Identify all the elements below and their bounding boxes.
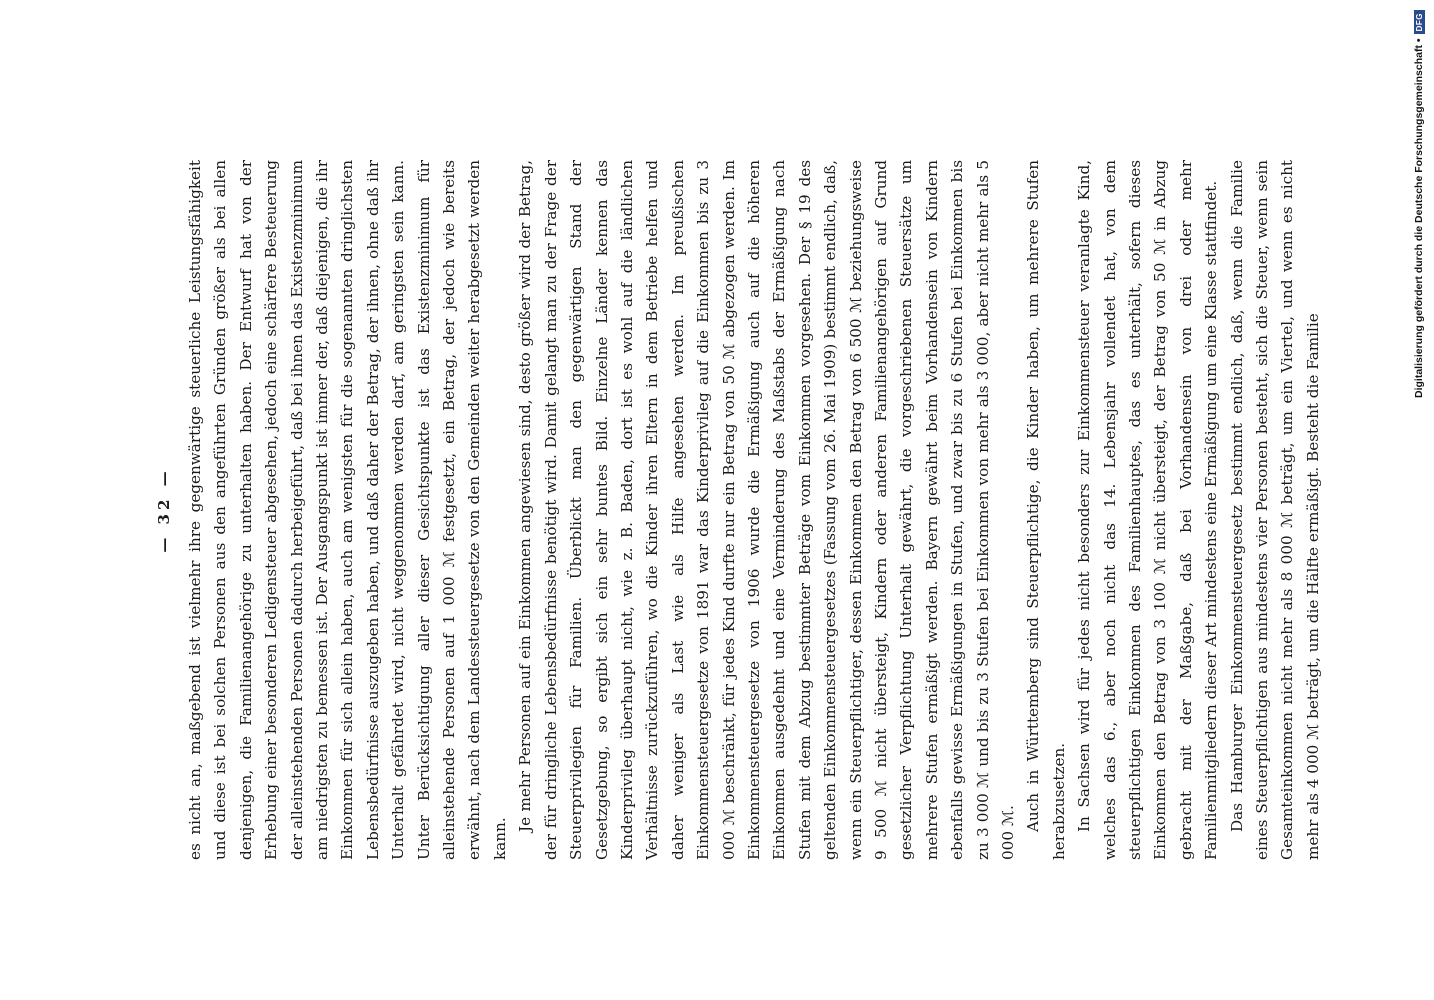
rotated-text-block [150, 150, 1322, 870]
digitization-credit-text [1410, 8, 1428, 398]
paragraph: Je mehr Personen auf ein Einkommen angewiesen sind, desto größer wird der Betrag, der für dringliche Lebensbedürfnisse benötigt wird. Damit gelangt man zu der Frage der Steuerprivilegien für Familien. Überblickt man den gegenwärtigen Stand der Gesetzgebung, so ergibt sich ein sehr buntes Bild. Einzelne Länder kennen das Kinderprivileg überhaupt nicht, wie z. B. Baden, dort ist es wohl auf die ländlichen Verhältnisse zurückzuführen, wo die Kinder ihren Eltern in dem Betriebe helfen und daher weniger als Last wie als Hilfe angesehen werden. Im preußischen Einkommensteuergesetze von 1891 war das Kinderprivileg auf die Einkommen bis zu 3 000 ℳ beschränkt, für jedes Kind durfte nur ein Betrag von 50 ℳ abgezogen werden. Im Einkommensteuergesetze von 1906 wurde die Ermäßigung auch auf die höheren Einkommen ausgedehnt und eine Verminderung des Maßstabs der Ermäßigung nach Stufen mit dem Abzug bestimmter Beträge vom Einkommen vorgesehen. Der § 19 des geltenden Einkommensteuergesetzes (Fassung vom 26. Mai 1909) bestimmt endlich, daß, wenn ein Steuerpflichtiger, dessen Einkommen den Betrag von 6 500 ℳ beziehungsweise 9 500 ℳ nicht übersteigt, Kindern oder anderen Familienangehörigen auf Grund gesetzlicher Verpflichtung Unterhalt gewährt, die vorgeschriebenen Steuersätze um mehrere Stufen ermäßigt werden. Bayern gewährt beim Vorhandensein von Kindern ebenfalls gewisse Ermäßigungen in Stufen, und zwar bis zu 6 Stufen bei Einkommen bis zu 3 000 ℳ und bis zu 3 Stufen bei Einkommen von mehr als 3 000, aber nicht mehr als 5 000 ℳ. [516, 160, 1017, 860]
paragraph: es nicht an, maßgebend ist vielmehr ihre gegenwärtige steuerliche Leistungsfähigkeit und diese ist bei solchen Personen aus den angeführten Gründen größer als bei allen denjenigen, die Familienangehörige zu unterhalten haben. Der Entwurf hat von der Erhebung einer besonderen Ledigensteuer abgesehen, jedoch eine schärfere Besteuerung der alleinstehenden Personen dadurch herbeigeführt, daß bei ihnen das Existenzminimum am niedrigsten zu bemessen ist. Der Ausgangspunkt ist immer der, daß diejenigen, die ihr Einkommen für sich allein haben, auch am wenigsten für die sogenannten dringlichsten Lebensbedürfnisse auszugeben haben, und daß daher der Betrag, der ihnen, ohne daß ihr Unterhalt gefährdet wird, nicht weggenommen werden darf, am geringsten sein kann. Unter Berücksichtigung aller dieser Gesichtspunkte ist das Existenzminimum für alleinstehende Personen auf 1 000 ℳ festgesetzt, ein Betrag, der jedoch wie bereits erwähnt, nach dem Landessteuergesetze von den Gemeinden weiter herabgesetzt werden kann. [186, 160, 509, 860]
paragraph: Auch in Württemberg sind Steuerpflichtige, die Kinder haben, um mehrere Stufen herabzusetzen. [1024, 160, 1068, 860]
digitization-credit [1406, 8, 1432, 398]
page-number-header: — 32 — [155, 467, 173, 553]
page-content [155, 160, 1322, 860]
paragraph: Das Hamburger Einkommensteuergesetz bestimmt endlich, daß, wenn die Familie eines Steuerpflichtigen aus mindestens vier Personen besteht, sich die Steuer, wenn sein Gesamteinkommen nicht mehr als 8 000 ℳ beträgt, um ein Viertel, und wenn es nicht mehr als 4 000 ℳ beträgt, um die Hälfte ermäßigt. Besteht die Familie [1227, 160, 1322, 860]
credit-text: Digitalisierung gefördert durch die Deutsche Forschungsgemeinschaft • [1413, 38, 1425, 398]
paragraph: In Sachsen wird für jedes nicht besonders zur Einkommensteuer veranlagte Kind, welches das 6., aber noch nicht das 14. Lebensjahr vollendet hat, von dem steuerpflichtigen Einkommen des Familienhauptes, das es unterhält, sofern dieses Einkommen den Betrag von 3 100 ℳ nicht übersteigt, der Betrag von 50 ℳ in Abzug gebracht mit der Maßgabe, daß bei Vorhandensein von drei oder mehr Familienmitgliedern dieser Art mindestens eine Ermäßigung um eine Klasse stattfindet. [1075, 160, 1221, 860]
dfg-logo: DFG [1414, 10, 1425, 34]
